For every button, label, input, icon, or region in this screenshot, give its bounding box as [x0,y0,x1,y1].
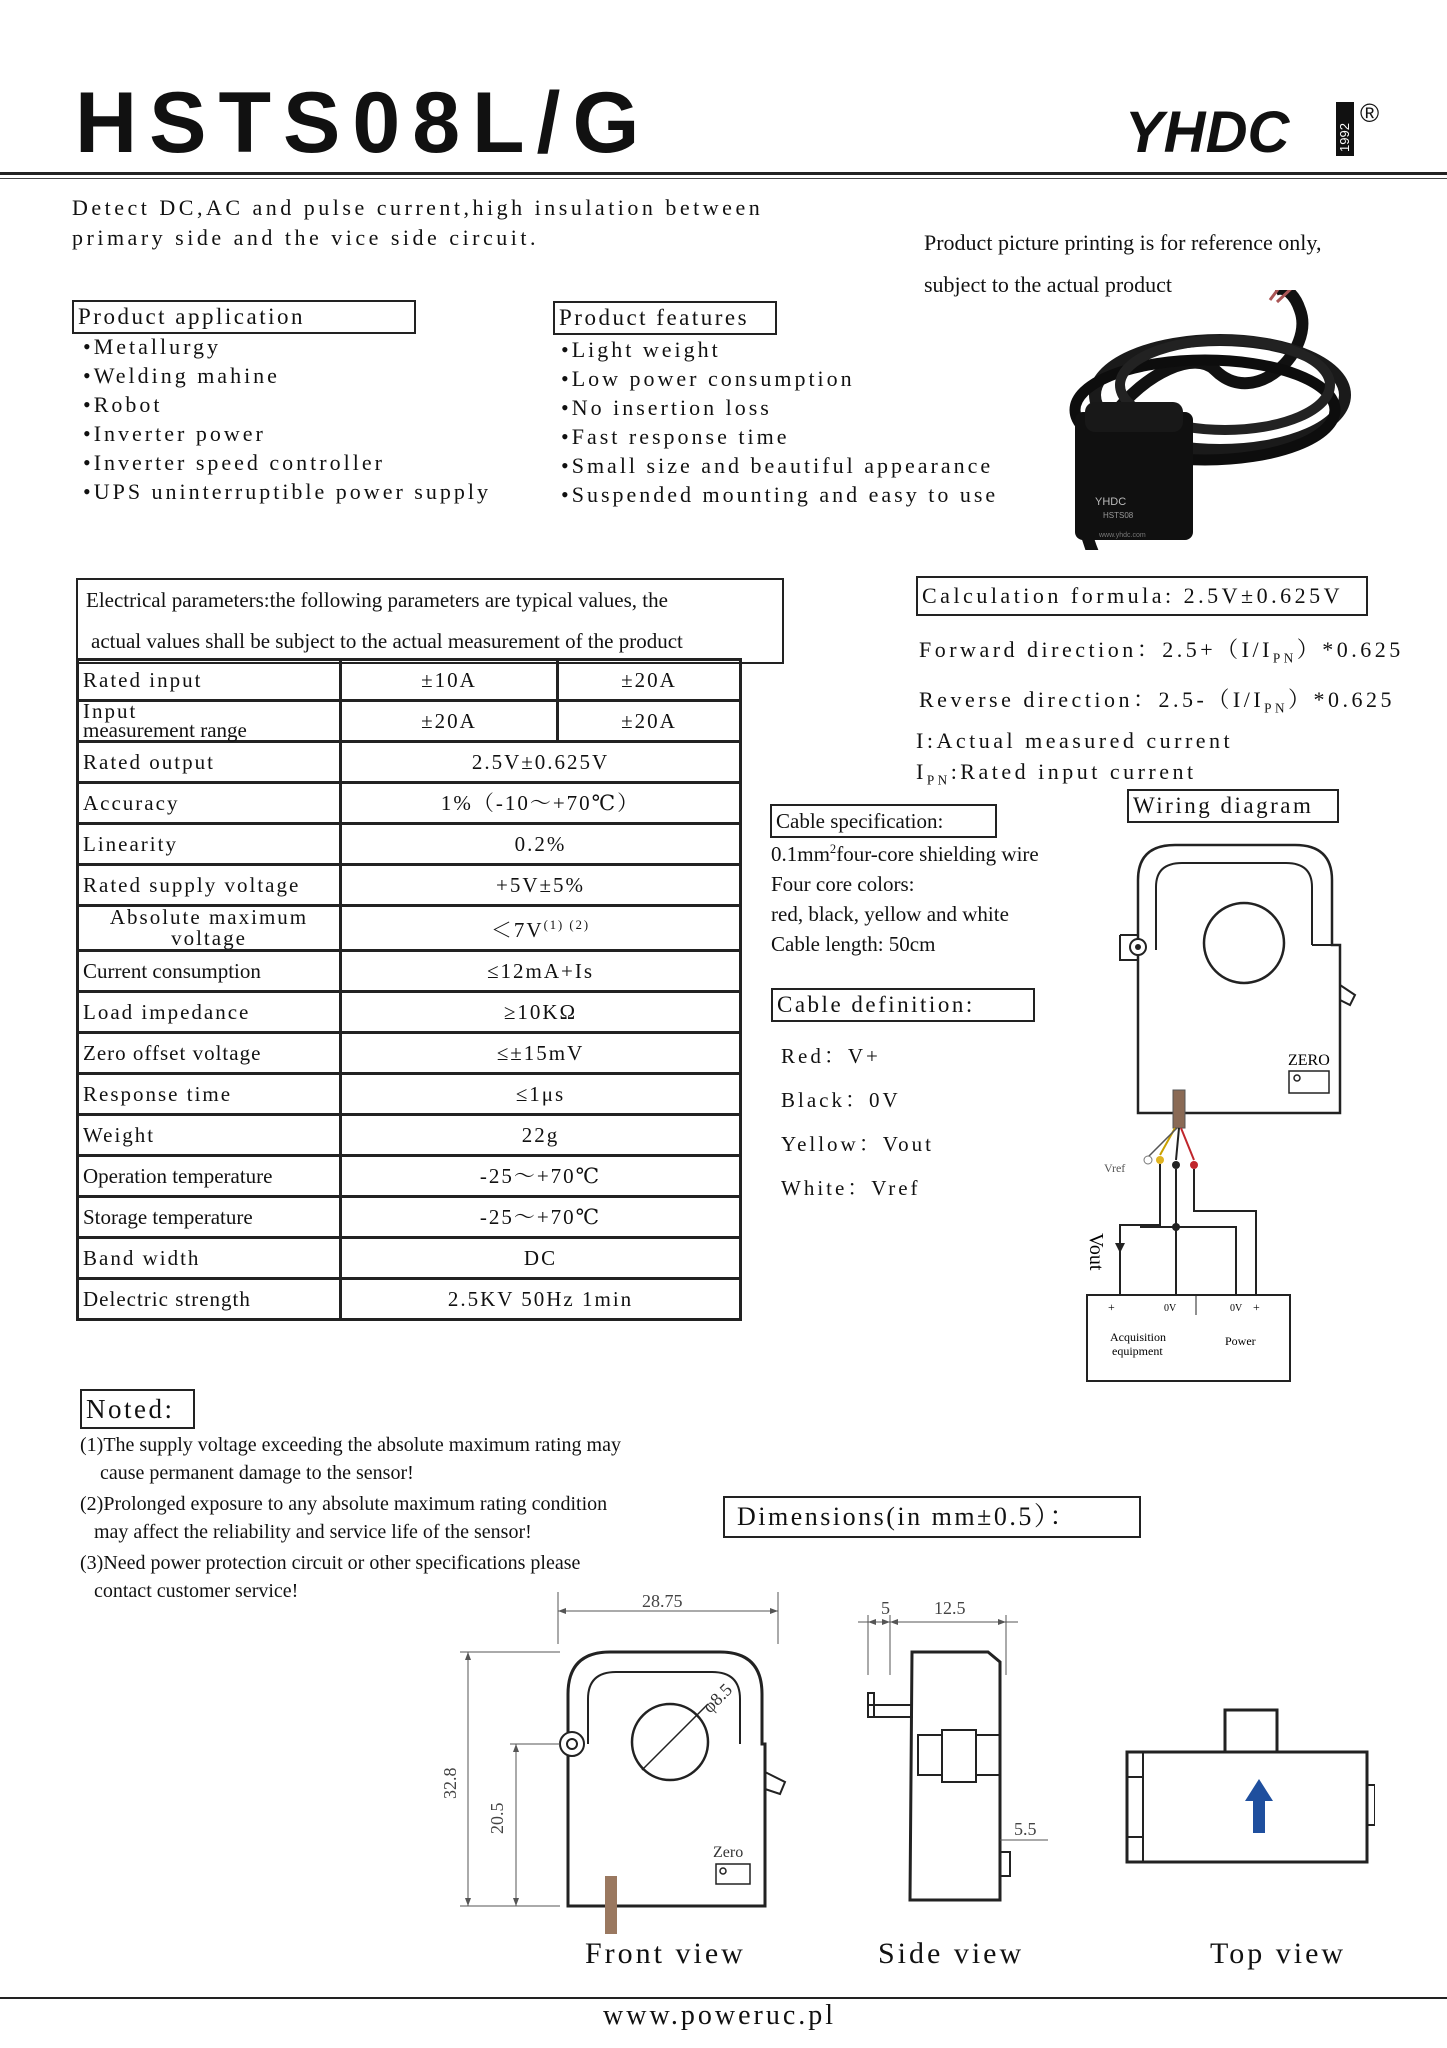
noted-label: Noted: [80,1389,195,1429]
param-name: Linearity [78,824,341,865]
cable-spec-line-4: Cable length: 50cm [771,932,936,956]
param-value: ±20A [341,701,558,742]
param-value: ≤12mA+Is [341,951,741,992]
list-item: •Low power consumption [561,366,855,391]
list-item: •Small size and beautiful appearance [561,453,994,478]
electrical-line-1: Electrical parameters:the following parameters are typical values, the [86,588,668,612]
param-name: Band width [78,1238,341,1279]
list-item: Red：V+ [781,1044,881,1068]
note-2: (2)Prolonged exposure to any absolute maximum rating condition may affect the reliability and service life of the sensor! [80,1493,608,1543]
table-row [78,742,741,783]
features-label: Product features [553,301,777,335]
reverse-formula: Reverse direction：$2.5-(I/I_{PN})*0.625$ [919,687,1396,716]
footnote-ref: (1) (2) [543,918,591,932]
footer-rule [0,1997,1447,1999]
zero-label: Zero [713,1844,744,1861]
list-item: •Metallurgy [83,334,222,359]
param-value: ±10A [341,660,558,701]
front-view-drawing [420,1584,800,1944]
param-name: Rated output [78,742,341,783]
table-row [78,701,741,742]
electrical-line-2: actual values shall be subject to the actual measurement of the product [91,629,683,653]
dim-side-a: 5 [881,1598,890,1618]
param-name: Delectric strength [78,1279,341,1320]
photo-url: www.yhdc.com [1099,532,1146,539]
param-value: ±20A [558,701,741,742]
param-name: Zero offset voltage [78,1033,341,1074]
product-photo [1055,290,1355,550]
note-3: (3)Need power protection circuit or other specifications please contact customer service! [80,1552,581,1602]
param-name: Operation temperature [78,1156,341,1197]
dim-side-b: 12.5 [934,1598,966,1618]
list-item: White：Vref [781,1176,921,1200]
ipn-definition: $I_{PN}:Rated$ input current [916,759,1197,788]
cable-def-list [781,1034,934,1210]
application-list [83,332,491,506]
brand-logo [1125,102,1355,160]
param-value: +5V±5% [341,865,741,906]
cable-spec-line-3: red, black, yellow and white [771,902,1009,926]
acquisition-label-2: equipment [1112,1344,1163,1358]
param-value: ≥10KΩ [341,992,741,1033]
list-item: Yellow：Vout [781,1132,935,1156]
registered-mark: ® [1360,98,1380,128]
param-value: ±20A [558,660,741,701]
ov-terminal: 0V [1164,1303,1177,1314]
param-value: 22g [341,1115,741,1156]
zero-label: ZERO [1288,1052,1330,1069]
param-name: Accuracy [78,783,341,824]
cable-def-label: Cable definition: [771,988,1035,1022]
table-row [78,660,741,701]
dim-height: 32.8 [440,1767,460,1799]
list-item: •Welding mahine [83,363,280,388]
param-name: Load impedance [78,992,341,1033]
param-value: DC [341,1238,741,1279]
plus-terminal: + [1108,1300,1115,1314]
header-rule [0,172,1447,175]
param-value: 2.5KV 50Hz 1min [341,1279,741,1320]
param-value: ≤1μs [341,1074,741,1115]
param-value: 2.5V±0.625V [341,742,741,783]
table-row [78,1156,741,1197]
acquisition-label: Acquisition [1110,1330,1166,1344]
list-item: •Fast response time [561,424,790,449]
wiring-diagram [1060,835,1380,1390]
table-row [78,1115,741,1156]
param-name: Rated supply voltage [78,865,341,906]
vout-label: Vout [1085,1233,1107,1271]
table-row [78,951,741,992]
notes [80,1432,720,1609]
forward-formula: Forward direction：$2.5+(I/I_{PN})*0.625$ [919,637,1404,666]
dim-hole: φ8.5 [698,1679,737,1717]
application-label: Product application [72,300,416,334]
side-view-drawing [858,1590,1058,1910]
list-item: •Inverter power [83,421,266,446]
cable-spec-text [771,834,1039,959]
photo-label: YHDC [1095,496,1127,508]
note-1: (1)The supply voltage exceeding the absolute maximum rating may cause permanent damage to the sensor! [80,1434,621,1484]
table-row [78,783,741,824]
i-definition: I:Actual measured current [916,728,1234,753]
table-row [78,824,741,865]
front-view-label: Front view [585,1937,746,1970]
header-rule-thin [0,178,1447,179]
table-row [78,1033,741,1074]
table-row [78,865,741,906]
table-row [78,1238,741,1279]
cable-spec-label: Cable specification: [770,804,997,838]
logo-text: YHDC [1125,102,1290,160]
table-row [78,1279,741,1320]
logo-year: 1992 [1337,123,1352,152]
side-view-label: Side view [878,1937,1025,1970]
param-name: Absolute maximum voltage [78,906,341,951]
spec-table [76,658,742,1321]
direction-arrow [1245,1779,1273,1833]
param-name: Rated input [78,660,341,701]
table-row [78,992,741,1033]
features-list [561,335,998,509]
table-row [78,1074,741,1115]
dimensions-label: Dimensions(in mm±0.5）： [723,1496,1141,1538]
list-item: •Suspended mounting and easy to use [561,482,999,507]
param-value: -25～+70℃ [341,1156,741,1197]
param-value: 0.2% [341,824,741,865]
param-value: ≤±15mV [341,1033,741,1074]
picture-note-line-2: subject to the actual product [924,272,1173,297]
param-value: 1%（-10～+70℃） [341,783,741,824]
list-item: •Light weight [561,337,721,362]
photo-model: HSTS08 [1103,511,1134,520]
param-value: $<7V^{(1) (2)}$ [341,906,741,951]
top-view-drawing [1125,1705,1375,1865]
intro-line-2: primary side and the vice side circuit. [72,225,539,250]
picture-note-line-1: Product picture printing is for reference only, [924,230,1322,255]
intro-line-1: Detect DC,AC and pulse current,high insulation between [72,195,764,220]
param-name: Storage temperature [78,1197,341,1238]
table-row [78,906,741,951]
dim-side-c: 5.5 [1014,1819,1037,1839]
param-name: Response time [78,1074,341,1115]
param-value: -25～+70℃ [341,1197,741,1238]
formula-label: Calculation formula: 2.5V±0.625V [916,576,1368,616]
param-name: Current consumption [78,951,341,992]
electrical-note [76,578,784,664]
page-title: HSTS08L/G [75,75,652,171]
footer-url[interactable]: www.poweruc.pl [603,2000,837,2031]
dim-width: 28.75 [642,1591,683,1611]
param-name: Weight [78,1115,341,1156]
plus-terminal: + [1253,1300,1260,1314]
ov-terminal: 0V [1230,1303,1243,1314]
param-name: Input measurement range [78,701,341,742]
power-label: Power [1225,1334,1256,1348]
list-item: •UPS uninterruptible power supply [83,479,491,504]
top-view-label: Top view [1210,1937,1347,1970]
intro-text [72,193,763,253]
wiring-label: Wiring diagram [1127,789,1339,823]
dim-inner: 20.5 [487,1802,507,1834]
vref-label: Vref [1104,1161,1126,1175]
list-item: •Inverter speed controller [83,450,385,475]
list-item: •Robot [83,392,163,417]
table-row [78,1197,741,1238]
list-item: •No insertion loss [561,395,772,420]
cable-spec-line-1: $0.1mm^2four$-core shielding wire [771,842,1039,866]
cable-spec-line-2: Four core colors: [771,872,915,896]
list-item: Black：0V [781,1088,901,1112]
